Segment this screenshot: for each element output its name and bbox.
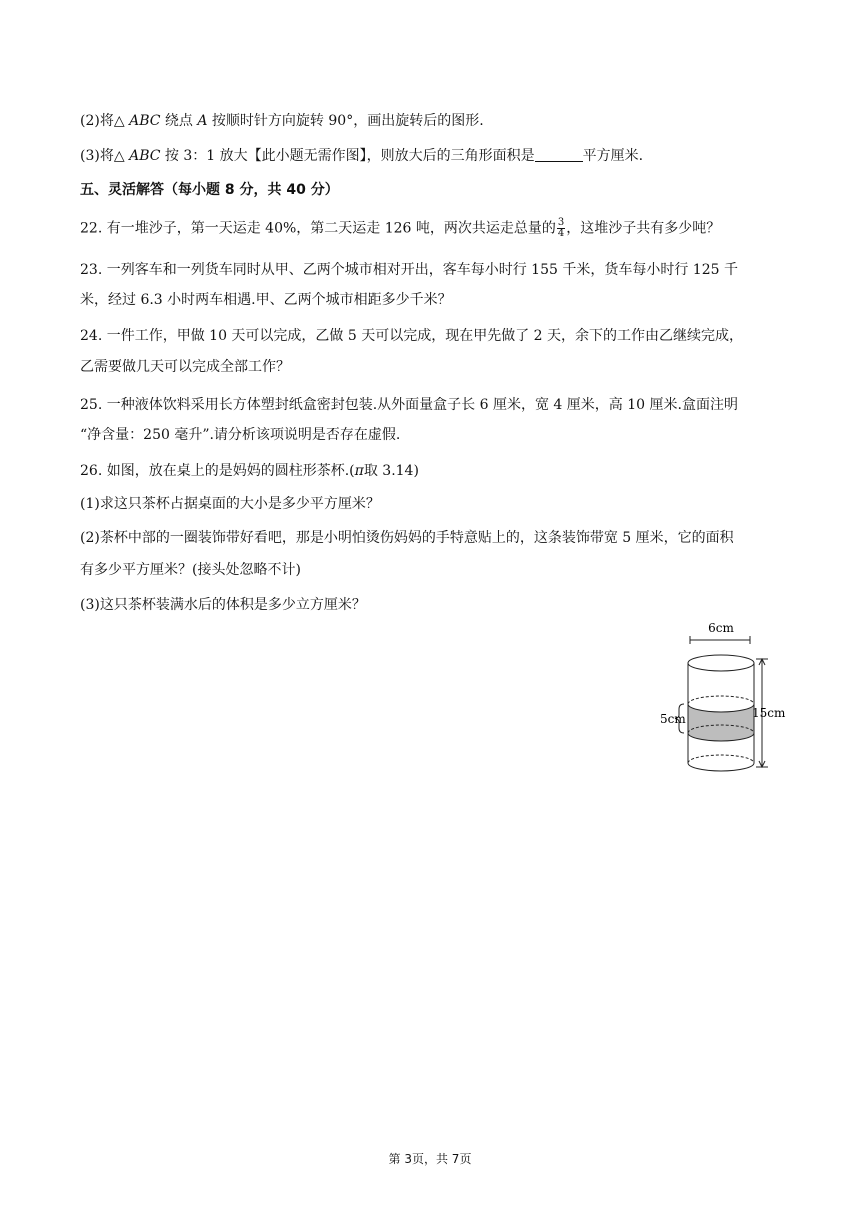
triangle-label: ABC xyxy=(129,148,161,164)
question-24-line2: 乙需要做几天可以完成全部工作？ xyxy=(80,359,290,375)
page-footer: 第 3页，共 7页 xyxy=(388,1152,472,1166)
cylinder-bottom xyxy=(688,763,754,771)
point-label: A xyxy=(197,113,208,129)
answer-blank xyxy=(535,147,583,162)
question-23-line1: 23. 一列客车和一列货车同时从甲、乙两个城市相对开出，客车每小时行 155 千米，货车每小时行 125 千 xyxy=(80,262,738,278)
question-26-intro: 26. 如图，放在桌上的是妈妈的圆柱形茶杯.(π取 3.14) xyxy=(80,463,419,479)
pi-symbol: π xyxy=(354,463,364,479)
band-label: 5cm xyxy=(660,712,686,726)
triangle-symbol: △ xyxy=(113,113,125,129)
question-25-line2: “净含量：250 毫升”.请分析该项说明是否存在虚假. xyxy=(80,427,401,443)
triangle-symbol: △ xyxy=(113,148,125,164)
cylinder-cup-figure xyxy=(650,618,800,778)
question-23-line2: 米，经过 6.3 小时两车相遇.甲、乙两个城市相距多少千米？ xyxy=(80,292,452,308)
question-26-part1: (1)求这只茶杯占据桌面的大小是多少平方厘米？ xyxy=(80,496,380,512)
question-26-part2-line2: 有多少平方厘米？(接头处忽略不计) xyxy=(80,562,301,578)
question-26-part3: (3)这只茶杯装满水后的体积是多少立方厘米？ xyxy=(80,597,366,613)
question-26-part2-line1: (2)茶杯中部的一圈装饰带好看吧，那是小明怕烫伤妈妈的手特意贴上的，这条装饰带宽 5 厘米，它的面积 xyxy=(80,530,734,546)
triangle-label: ABC xyxy=(129,113,161,129)
section-title: 五、灵活解答（每小题 8 分，共 40 分） xyxy=(80,182,339,198)
question-25-line1: 25. 一种液体饮料采用长方体塑封纸盒密封包装.从外面量盒子长 6 厘米，宽 4 厘米，高 10 厘米.盒面注明 xyxy=(80,397,738,413)
q21-part3: (3)将△ ABC 按 3：1 放大【此小题无需作图】，则放大后的三角形面积是 平方厘米. xyxy=(80,148,644,164)
question-22: 22. 有一堆沙子，第一天运走 40%，第二天运走 126 吨，两次共运走总量的 $\frac{3}{4}$ ，这堆沙子共有多少吨？ xyxy=(80,217,721,239)
q21-part2: (2)将△ ABC 绕点 A 按顺时针方向旋转 90°，画出旋转后的图形. xyxy=(80,113,484,129)
diameter-label: 6cm xyxy=(708,621,734,635)
cylinder-top xyxy=(688,655,754,671)
height-label: 15cm xyxy=(752,706,786,720)
fraction: $\frac{3}{4}$ xyxy=(557,217,565,239)
question-24-line1: 24. 一件工作，甲做 10 天可以完成，乙做 5 天可以完成，现在甲先做了 2 天，余下的工作由乙继续完成， xyxy=(80,328,744,344)
